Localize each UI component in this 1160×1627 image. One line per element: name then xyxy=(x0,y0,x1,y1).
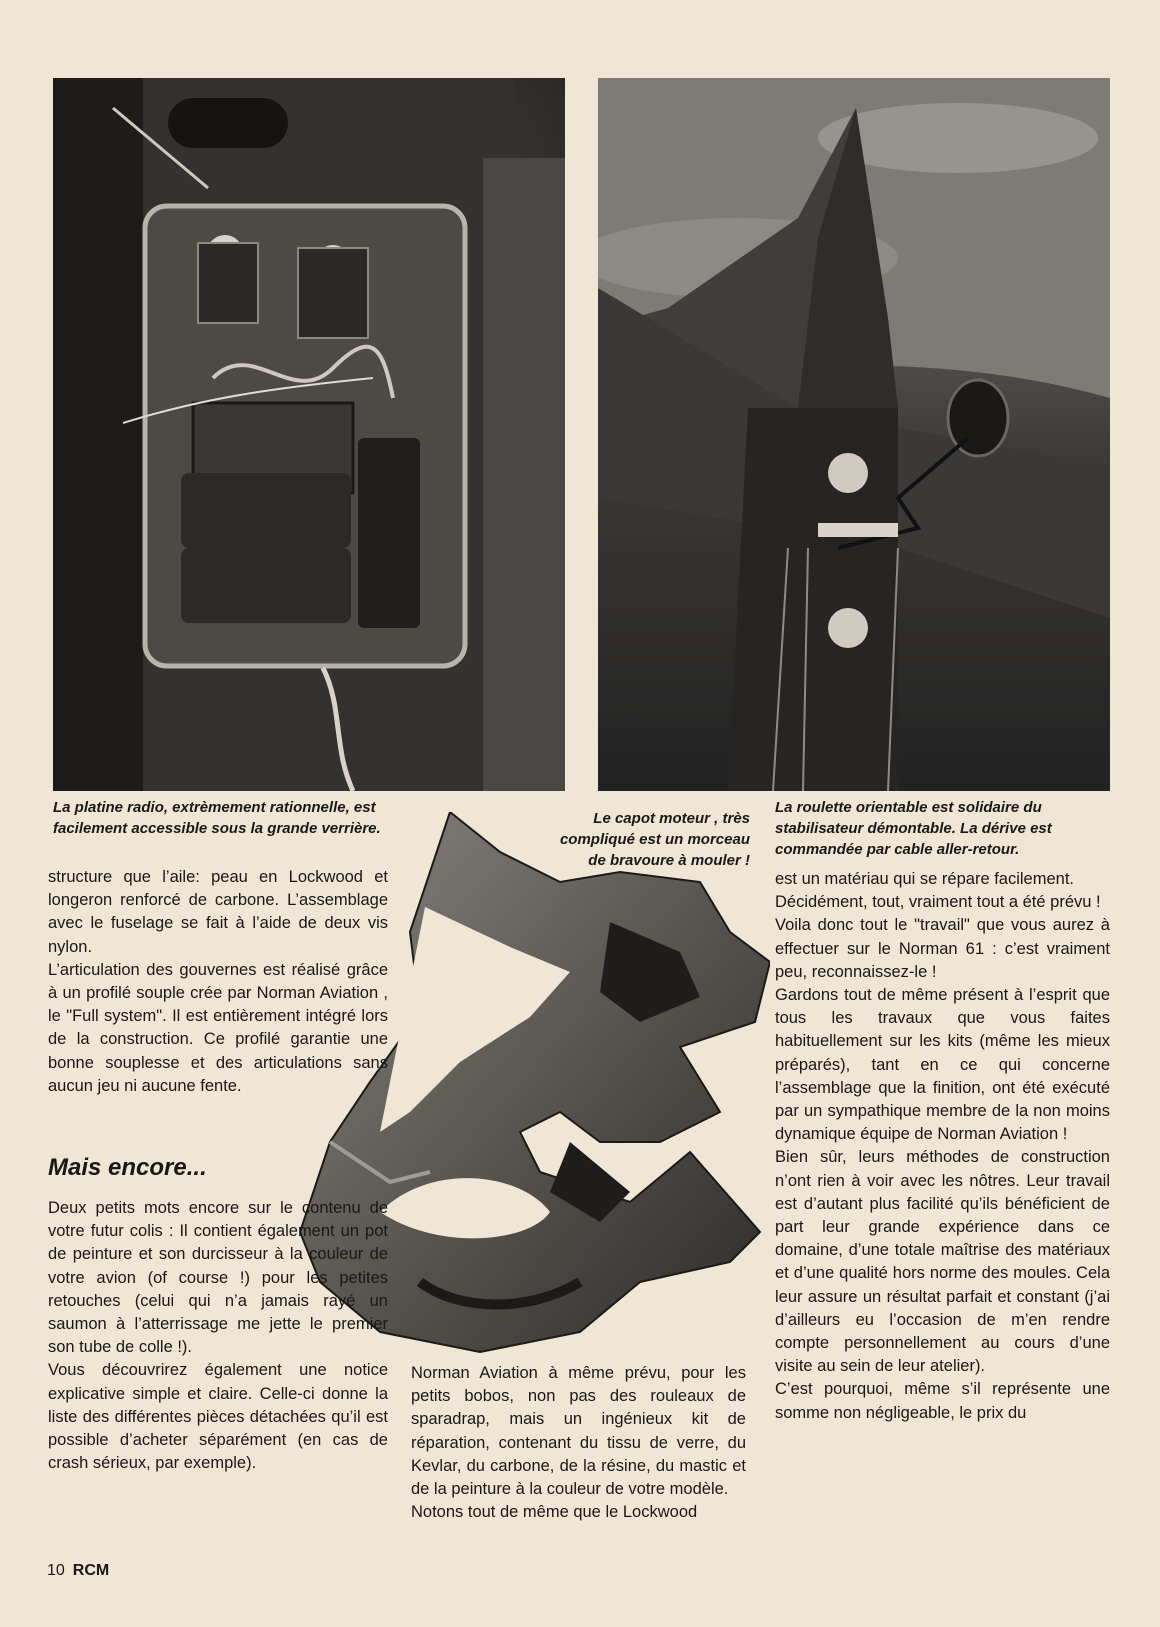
radio-plate-caption: La platine radio, extrèmement rationnelle, est facilement accessible sous la grande verrière. xyxy=(53,799,381,837)
paragraph: L’articulation des gouvernes est réalisé grâce à un profilé souple crée par Norman Aviation , le "Full system". Il est entièrement intégré lors de la construction. Ce profilé garantie une bonne souplesse et des articulations sans aucun jeu ni aucune fente. xyxy=(48,960,388,1095)
column1-lower-text xyxy=(48,1197,388,1475)
paragraph: Voila donc tout le "travail" que vous aurez à effectuer sur le Norman 61 : c’est vraiment peu, reconnaissez-le ! xyxy=(775,916,1110,981)
engine-cowl-caption: Le capot moteur , très compliqué est un morceau de bravoure à mouler ! xyxy=(559,810,750,869)
radio-plate-photo xyxy=(53,78,565,791)
paragraph: Vous découvrirez également une notice explicative simple et claire. Celle-ci donne la liste des différentes pièces détachées qu’il est possible d’acheter séparément (en cas de crash sérieux, par exemple). xyxy=(48,1361,388,1473)
page-footer xyxy=(47,1561,109,1581)
paragraph: C’est pourquoi, même s’il représente une somme non négligeable, le prix du xyxy=(775,1380,1110,1422)
paragraph: Gardons tout de même présent à l’esprit que tous les travaux que vous faites habituellement sur les kits (même les mieux préparés), tant en ce qui concerne l’assemblage que la finition, ont été exécuté par un sympathique membre de la non moins dynamique équipe de Norman Aviation ! xyxy=(775,986,1110,1144)
paragraph: Décidément, tout, vraiment tout a été prévu ! xyxy=(775,893,1101,912)
paragraph: Deux petits mots encore sur le contenu de votre futur colis : Il contient également un pot de peinture et son durcisseur à la couleur de votre avion (of course !) pour les petites retouches (celui qui n’a jamais rayé un saumon à l’atterrissage me jette le premier son tube de colle !). xyxy=(48,1199,388,1357)
magazine-name: RCM xyxy=(72,1562,110,1579)
paragraph: Bien sûr, leurs méthodes de construction n’ont rien à voir avec les nôtres. Leur travail est d’autant plus facilité qu’ils bénéficient de part leur grande expérience dans ce domaine, d’une totale maîtrise des matériaux et d’une qualité hors norme des moules. Cela leur assure un résultat parfait et constant (j’ai d’ailleurs eu l’occasion de m’en rendre compte personnellement au cours d’une visite au sein de leur atelier). xyxy=(775,1148,1110,1376)
paragraph: est un matériau qui se répare facilement. xyxy=(775,870,1074,888)
tail-wheel-caption: La roulette orientable est solidaire du stabilisateur démontable. La dérive est commandée par cable aller-retour. xyxy=(775,799,1052,858)
column1-upper-text xyxy=(48,866,388,1098)
column3-text xyxy=(775,868,1110,1425)
paragraph: structure que l’aile: peau en Lockwood et longeron renforcé de carbone. L’assemblage avec le fuselage se fait à l’aide de deux vis nylon. xyxy=(48,868,388,956)
paragraph: Notons tout de même que le Lockwood xyxy=(411,1503,698,1522)
section-heading: Mais encore... xyxy=(48,1154,207,1181)
radio-plate-illustration xyxy=(53,78,565,791)
paragraph: Norman Aviation à même prévu, pour les petits bobos, non pas des rouleaux de sparadrap, mais un ingénieux kit de réparation, contenant du tissu de verre, du Kevlar, du carbone, de la résine, du mastic et de la peinture à la couleur de votre modèle. xyxy=(411,1364,746,1499)
page-number: 10 xyxy=(47,1562,65,1579)
column2-text xyxy=(411,1362,746,1524)
tail-wheel-illustration xyxy=(598,78,1110,791)
tail-wheel-photo xyxy=(598,78,1110,791)
